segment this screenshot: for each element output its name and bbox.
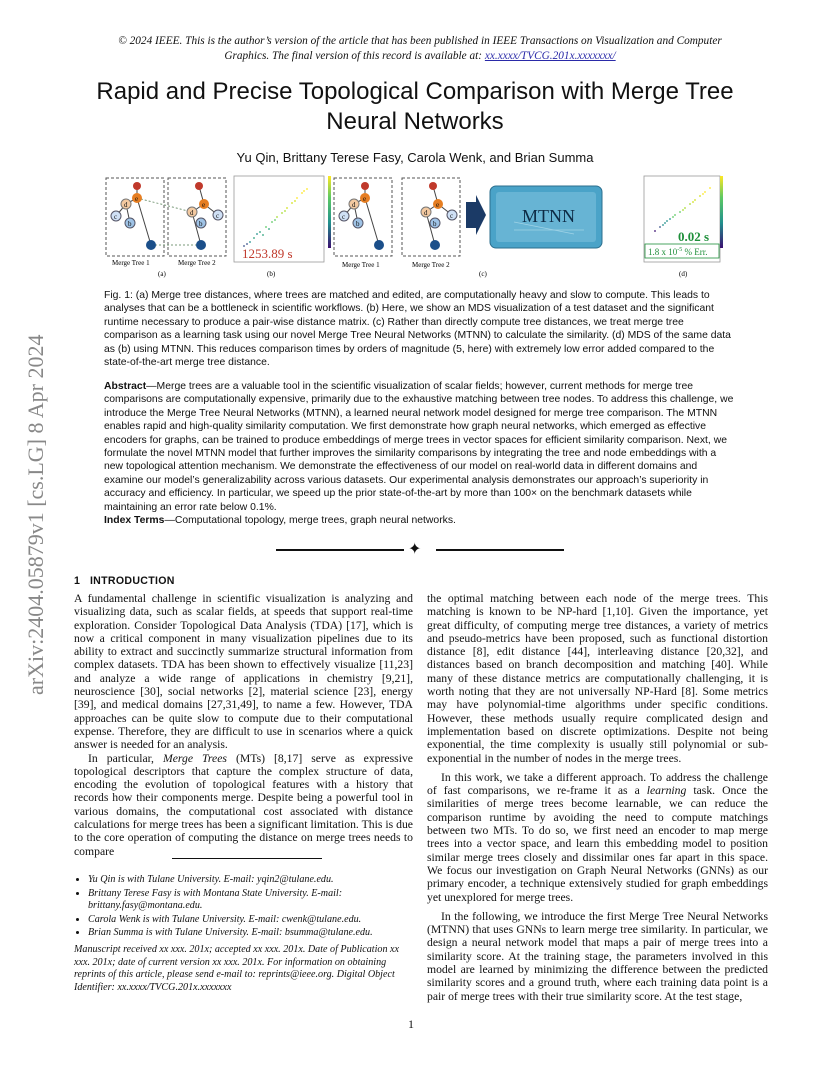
node-letter-e-1: e bbox=[135, 195, 139, 203]
node-letter-c-3: c bbox=[342, 213, 346, 221]
ornament-icon: ✦ bbox=[408, 539, 422, 558]
ornament-line-left bbox=[276, 549, 404, 551]
mtnn-label: MTNN bbox=[522, 206, 575, 226]
intro-p2-a: In particular, bbox=[88, 751, 163, 765]
error-d-suffix: % Err. bbox=[682, 247, 708, 257]
index-terms-label: Index Terms bbox=[104, 515, 165, 526]
figure-caption: Fig. 1: (a) Merge tree distances, where trees are matched and edited, are computationally heavy and slow to compute. This leads to analyses that can be a bottleneck in scientific workflows. (b) Here, we show an MDS visualization of a test dataset and the significant runtime necessary to produce a pair-wise distance matrix. (c) Rather than directly compute tree distances, we treat merge tree comparison as a learning task using our novel Merge Tree Neural Networks (MTNN) to calculate the similarity. (d) MDS of the same data as (b) using MTNN. This reduces comparison times by orders of magnitude (5, here) with extremely low error added compared to the state-of-the-art merge tree distance. bbox=[104, 290, 731, 369]
panel-d-mds-plot bbox=[644, 176, 723, 262]
copyright-text: © 2024 IEEE. This is the author’s version of the article that has been published in IEEE Transactions on Visualization and Computer Graphics. The final version of this record is available at: bbox=[118, 35, 722, 62]
figure-1-svg bbox=[104, 172, 724, 284]
panel-b-mds-plot bbox=[234, 176, 331, 262]
arxiv-stamp-text: arXiv:2404.05879v1 [cs.LG] 8 Apr 2024 bbox=[23, 334, 48, 695]
node-letter-b-3: b bbox=[356, 220, 360, 228]
intro-p4-b: task. Once the similarities of merge trees become learnable, we can reduce the comparison runtime by avoiding the need to compute matchings between two MTs. To do so, we first need an encoder to map merge trees into a vector space, and learn this embedding model to position similar merge trees closely and dissimilar ones far apart in this space. We focus our investigation on Graph Neural Networks (GNNs) as our primary encoder, a technique extensively studied for graph embeddings yet unexplored for merge trees. bbox=[427, 784, 768, 904]
index-terms-text: —Computational topology, merge trees, graph neural networks. bbox=[164, 515, 456, 526]
section-number: 1 bbox=[74, 575, 81, 587]
page-number: 1 bbox=[408, 1017, 414, 1031]
ornament-line-right bbox=[436, 549, 564, 551]
figure-1 bbox=[104, 172, 724, 284]
panel-label-d: (d) bbox=[679, 270, 688, 278]
tree-label-2a: Merge Tree 2 bbox=[178, 259, 216, 267]
panel-label-a: (a) bbox=[158, 270, 166, 278]
intro-paragraph-3: the optimal matching between each node of the merge trees. This matching is known to be NP-hard [1,10]. Given the importance, yet great difficulty, of computing merge tree distances, a variety of metrics and pseudo-metrics have been proposed, such as functional distortion distance [8], edit distance [44], interleaving distance [20,32], and distances based on branch decomposition and matching [40]. While many of these distance metrics are computationally challenging, it is worth noting that they are not universally NP-Hard [8]. Some metrics may have polynomial-time algorithms under specific conditions. However, these methods usually require complicated design and implementation based on discrete optimizations. Despite not being exponential, the time complexity is usually still polynomial or sub-exponential in the number of nodes in the merge trees. bbox=[427, 592, 768, 765]
abstract bbox=[104, 380, 737, 514]
node-letter-c-2: c bbox=[216, 212, 220, 220]
abstract-text: —Merge trees are a valuable tool in the scientific visualization of scalar fields; however, current methods for merge tree comparisons are computationally expensive, primarily due to the exhaustive matching between tree nodes. To address this challenge, we introduce the Merge Tree Neural Networks (MTNN), a learned neural network model designed for merge tree comparison. The MTNN enables rapid and high-quality similarity computation. We first demonstrate how graph neural networks, which emerged as effective encoders for graphs, can be trained to produce embeddings of merge trees in vector spaces for efficient similarity comparison. Next, we formulate the novel MTNN model that further improves the similarity comparisons by integrating the tree and node embeddings with a new topological attention mechanism. We demonstrate the effectiveness of our model on real-world data in different domains and examine our model’s generalizability across various datasets. Our experimental analysis demonstrates our approach’s superiority in accuracy and efficiency. In particular, we speed up the prior state-of-the-art by more than 100× on the benchmark datasets while maintaining an error rate below 0.1%. bbox=[104, 381, 734, 513]
intro-paragraph-5: In the following, we introduce the first Merge Tree Neural Networks (MTNN) that uses GNNs to learn merge tree similarity. In particular, we design a neural network model that maps a pair of merge trees into a similarity score. At the training stage, the parameters involved in this model are learned by minimizing the difference between the predicted similarity scores and a ground truth, where each training data point is a pair of merge trees with their true similarity score. At the test stage, bbox=[427, 909, 768, 1003]
tree-label-1a: Merge Tree 1 bbox=[112, 259, 150, 267]
mtnn-box bbox=[490, 186, 602, 248]
panel-label-b: (b) bbox=[267, 270, 276, 278]
node-letter-c-4: c bbox=[450, 212, 454, 220]
node-letter-d-3: d bbox=[352, 201, 356, 209]
intro-p4-a: In this work, we take a different approach. To address the challenge of fast comparisons, we re-frame it as a bbox=[427, 770, 768, 798]
intro-paragraph-1: A fundamental challenge in scientific visualization is analyzing and visualizing data, such as scalar fields, at speeds that support real-time exploration. Consider Topological Data Analysis (TDA) [17], which is now a critical component in many visualization pipelines due to its ability to extract and succinctly summarize structural information from complex datasets. TDA has been shown to effectively visualize [11,23] and analyze a wide range of applications in chemistry [9,21], neuroscience [30], social networks [2], material science [23], energy [39], and medical domains [27,31,49], to name a few. However, TDA approaches can be quite slow to compute due to their computational expense. Therefore, they are difficult to use in scenarios where a quick answer is needed for an analysis. bbox=[74, 592, 413, 752]
copyright-notice bbox=[100, 34, 740, 64]
author-footnotes bbox=[74, 874, 414, 941]
node-letter-e-2: e bbox=[202, 201, 206, 209]
intro-paragraph-2 bbox=[74, 752, 413, 858]
node-letter-e-3: e bbox=[363, 195, 367, 203]
node-letter-d-1: d bbox=[124, 201, 128, 209]
footnote-rule bbox=[172, 858, 322, 859]
arrow-icon bbox=[466, 195, 486, 235]
node-letter-e-4: e bbox=[436, 201, 440, 209]
node-letter-c-1: c bbox=[114, 213, 118, 221]
footnote-author-4: • Brian Summa is with Tulane University. E-mail: bsumma@tulane.edu. bbox=[88, 927, 414, 940]
node-letter-b-2: b bbox=[199, 220, 203, 228]
footnote-author-2: • Brittany Terese Fasy is with Montana State University. E-mail: brittany.fasy@montana.edu. bbox=[88, 888, 414, 913]
intro-p4-em: learning bbox=[646, 784, 687, 798]
tree-label-2c: Merge Tree 2 bbox=[412, 261, 450, 269]
column-right bbox=[427, 592, 768, 1003]
intro-p2-em: Merge Trees bbox=[162, 751, 227, 765]
runtime-d: 0.02 s bbox=[678, 229, 710, 244]
node-letter-b-1: b bbox=[128, 220, 132, 228]
error-d-base: 1.8 x 10 bbox=[648, 247, 678, 257]
index-terms bbox=[104, 515, 737, 526]
panel-c-trees bbox=[334, 178, 460, 256]
error-d-exponent: -5 bbox=[677, 247, 683, 253]
copyright-link[interactable]: xx.xxxx/TVCG.201x.xxxxxxx/ bbox=[484, 50, 616, 62]
footnote-author-3: • Carola Wenk is with Tulane University. E-mail: cwenk@tulane.edu. bbox=[88, 914, 414, 927]
section-heading bbox=[74, 575, 175, 587]
intro-p2-b: (MTs) [8,17] serve as expressive topological descriptors that capture the complex structure of data, encoding the evolution of topological features with a history that records how their components merge. Despite being a powerful tool in various domains, the computational cost associated with distance calculations for merge trees has been a significant limitation. This is due to the core operation of computing the distance on merge trees needs to compare bbox=[74, 751, 413, 858]
node-letter-d-2: d bbox=[190, 209, 194, 217]
arxiv-stamp bbox=[14, 300, 54, 700]
paper-authors: Yu Qin, Brittany Terese Fasy, Carola Wenk, and Brian Summa bbox=[236, 150, 594, 165]
panel-label-c: (c) bbox=[479, 270, 487, 278]
intro-paragraph-4 bbox=[427, 771, 768, 904]
abstract-label: Abstract bbox=[104, 381, 147, 392]
manuscript-note: Manuscript received xx xxx. 201x; accepted xx xxx. 201x. Date of Publication xx xxx. 201x; date of current version xx xxx. 201x. For information on obtaining reprints of this article, please send e-mail to: reprints@ieee.org. Digital Object Identifier: xx.xxxx/TVCG.201x.xxxxxxx bbox=[74, 944, 399, 993]
node-letter-b-4: b bbox=[433, 220, 437, 228]
footnote-author-1: • Yu Qin is with Tulane University. E-mail: yqin2@tulane.edu. bbox=[88, 874, 414, 887]
runtime-b: 1253.89 s bbox=[242, 246, 293, 261]
tree-label-1c: Merge Tree 1 bbox=[342, 261, 380, 269]
panel-a-trees bbox=[106, 178, 226, 256]
node-letter-d-4: d bbox=[424, 209, 428, 217]
section-title: INTRODUCTION bbox=[89, 575, 175, 587]
paper-title: Rapid and Precise Topological Comparison with Merge Tree Neural Networks bbox=[96, 78, 734, 135]
column-left bbox=[74, 592, 413, 858]
